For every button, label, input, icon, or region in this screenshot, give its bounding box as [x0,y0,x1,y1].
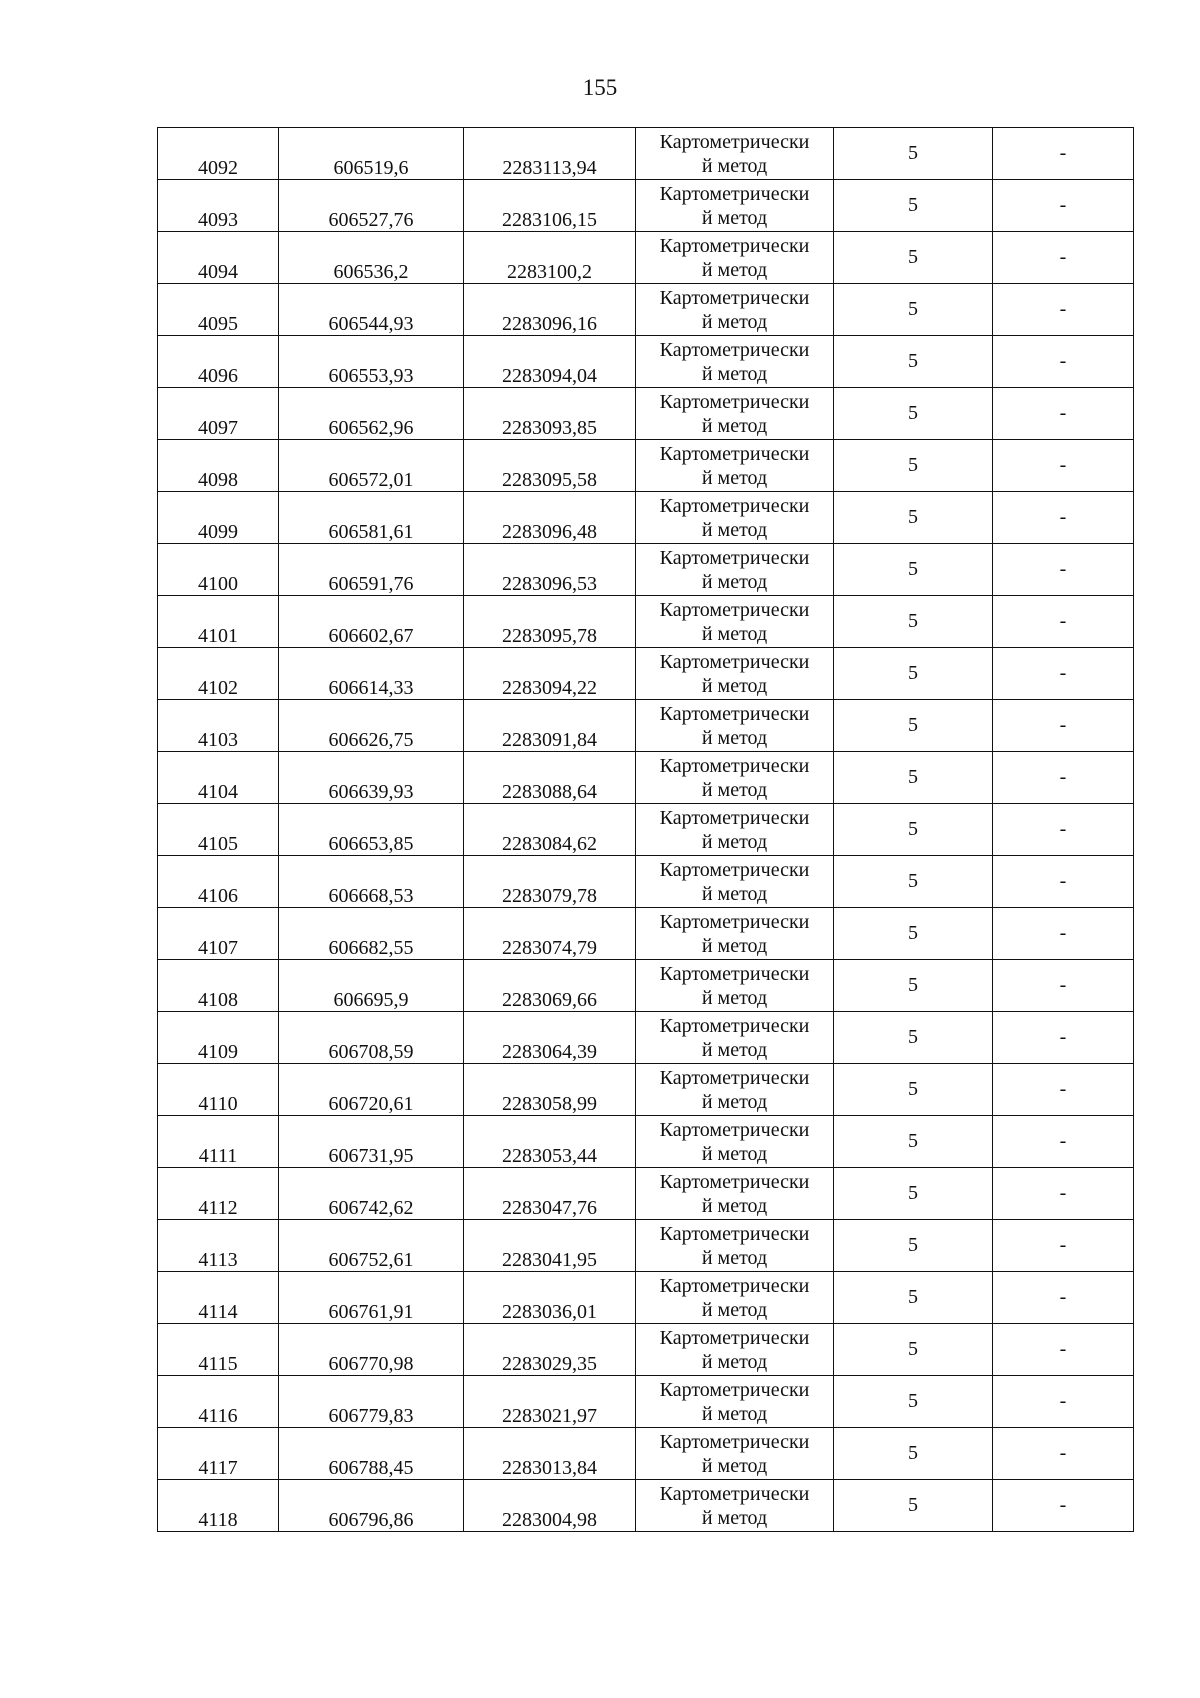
y-coordinate-cell: 2283013,84 [464,1428,636,1480]
table-row [158,700,1134,752]
table-row [158,596,1134,648]
description-cell: - [993,1324,1134,1376]
accuracy-cell: 5 [834,648,993,700]
description-cell: - [993,960,1134,1012]
accuracy-cell: 5 [834,1272,993,1324]
method-line-2: й метод [701,1194,768,1217]
x-coordinate-cell: 606752,61 [279,1220,464,1272]
method-cell [636,908,834,960]
method-line-1: Картометрически [659,494,810,517]
description-cell: - [993,1116,1134,1168]
y-coordinate-cell: 2283088,64 [464,752,636,804]
method-line-2: й метод [701,1142,768,1165]
method-line-2: й метод [701,1454,768,1477]
description-cell: - [993,284,1134,336]
accuracy-cell: 5 [834,1376,993,1428]
y-coordinate-cell: 2283021,97 [464,1376,636,1428]
method-line-1: Картометрически [659,650,810,673]
accuracy-cell: 5 [834,284,993,336]
description-cell: - [993,908,1134,960]
table-row [158,752,1134,804]
table-row [158,648,1134,700]
method-line-1: Картометрически [659,390,810,413]
description-cell: - [993,1064,1134,1116]
y-coordinate-cell: 2283058,99 [464,1064,636,1116]
method-cell [636,1376,834,1428]
x-coordinate-cell: 606553,93 [279,336,464,388]
accuracy-cell: 5 [834,1168,993,1220]
method-line-2: й метод [701,362,768,385]
accuracy-cell: 5 [834,804,993,856]
accuracy-cell: 5 [834,180,993,232]
point-number-cell: 4096 [158,336,279,388]
method-cell [636,648,834,700]
method-cell [636,960,834,1012]
description-cell: - [993,336,1134,388]
x-coordinate-cell: 606770,98 [279,1324,464,1376]
method-line-2: й метод [701,1090,768,1113]
y-coordinate-cell: 2283036,01 [464,1272,636,1324]
point-number-cell: 4098 [158,440,279,492]
description-cell: - [993,388,1134,440]
point-number-cell: 4099 [158,492,279,544]
point-number-cell: 4100 [158,544,279,596]
point-number-cell: 4113 [158,1220,279,1272]
method-line-2: й метод [701,1506,768,1529]
method-cell [636,492,834,544]
x-coordinate-cell: 606731,95 [279,1116,464,1168]
method-cell [636,1272,834,1324]
method-cell [636,1480,834,1532]
method-line-2: й метод [701,1246,768,1269]
method-cell [636,1012,834,1064]
y-coordinate-cell: 2283079,78 [464,856,636,908]
method-line-2: й метод [701,622,768,645]
accuracy-cell: 5 [834,1116,993,1168]
table-row [158,856,1134,908]
y-coordinate-cell: 2283100,2 [464,232,636,284]
x-coordinate-cell: 606779,83 [279,1376,464,1428]
x-coordinate-cell: 606668,53 [279,856,464,908]
method-line-2: й метод [701,1038,768,1061]
x-coordinate-cell: 606626,75 [279,700,464,752]
table-row [158,388,1134,440]
y-coordinate-cell: 2283096,48 [464,492,636,544]
y-coordinate-cell: 2283047,76 [464,1168,636,1220]
x-coordinate-cell: 606614,33 [279,648,464,700]
method-line-1: Картометрически [659,286,810,309]
accuracy-cell: 5 [834,440,993,492]
accuracy-cell: 5 [834,700,993,752]
y-coordinate-cell: 2283069,66 [464,960,636,1012]
method-cell [636,284,834,336]
y-coordinate-cell: 2283106,15 [464,180,636,232]
accuracy-cell: 5 [834,1428,993,1480]
method-line-1: Картометрически [659,858,810,881]
accuracy-cell: 5 [834,752,993,804]
coordinates-table-body [158,128,1134,1532]
coordinates-table [157,127,1134,1532]
method-line-2: й метод [701,1350,768,1373]
method-line-2: й метод [701,934,768,957]
point-number-cell: 4105 [158,804,279,856]
y-coordinate-cell: 2283096,53 [464,544,636,596]
x-coordinate-cell: 606544,93 [279,284,464,336]
method-line-1: Картометрически [659,130,810,153]
accuracy-cell: 5 [834,1480,993,1532]
method-cell [636,1116,834,1168]
accuracy-cell: 5 [834,960,993,1012]
method-line-1: Картометрически [659,598,810,621]
method-cell [636,336,834,388]
table-row [158,1168,1134,1220]
method-line-1: Картометрически [659,962,810,985]
y-coordinate-cell: 2283074,79 [464,908,636,960]
point-number-cell: 4118 [158,1480,279,1532]
method-line-1: Картометрически [659,442,810,465]
description-cell: - [993,700,1134,752]
table-row [158,128,1134,180]
description-cell: - [993,596,1134,648]
accuracy-cell: 5 [834,1012,993,1064]
x-coordinate-cell: 606527,76 [279,180,464,232]
method-cell [636,1220,834,1272]
accuracy-cell: 5 [834,1220,993,1272]
table-row [158,440,1134,492]
method-line-2: й метод [701,778,768,801]
method-line-2: й метод [701,882,768,905]
y-coordinate-cell: 2283053,44 [464,1116,636,1168]
point-number-cell: 4107 [158,908,279,960]
table-row [158,908,1134,960]
point-number-cell: 4093 [158,180,279,232]
table-row [158,1064,1134,1116]
table-row [158,1480,1134,1532]
method-line-2: й метод [701,986,768,1009]
method-line-2: й метод [701,466,768,489]
y-coordinate-cell: 2283091,84 [464,700,636,752]
point-number-cell: 4106 [158,856,279,908]
x-coordinate-cell: 606591,76 [279,544,464,596]
description-cell: - [993,1480,1134,1532]
y-coordinate-cell: 2283029,35 [464,1324,636,1376]
method-line-2: й метод [701,518,768,541]
x-coordinate-cell: 606708,59 [279,1012,464,1064]
accuracy-cell: 5 [834,388,993,440]
method-cell [636,440,834,492]
accuracy-cell: 5 [834,128,993,180]
point-number-cell: 4094 [158,232,279,284]
table-row [158,960,1134,1012]
method-cell [636,544,834,596]
table-row [158,1012,1134,1064]
method-line-1: Картометрически [659,702,810,725]
y-coordinate-cell: 2283093,85 [464,388,636,440]
table-row [158,284,1134,336]
y-coordinate-cell: 2283004,98 [464,1480,636,1532]
accuracy-cell: 5 [834,1064,993,1116]
x-coordinate-cell: 606742,62 [279,1168,464,1220]
table-row [158,232,1134,284]
method-line-2: й метод [701,1402,768,1425]
point-number-cell: 4095 [158,284,279,336]
point-number-cell: 4111 [158,1116,279,1168]
table-row [158,1116,1134,1168]
method-line-2: й метод [701,206,768,229]
accuracy-cell: 5 [834,232,993,284]
x-coordinate-cell: 606519,6 [279,128,464,180]
method-line-1: Картометрически [659,234,810,257]
x-coordinate-cell: 606682,55 [279,908,464,960]
method-cell [636,128,834,180]
point-number-cell: 4117 [158,1428,279,1480]
method-cell [636,596,834,648]
method-line-1: Картометрически [659,1014,810,1037]
point-number-cell: 4101 [158,596,279,648]
method-line-2: й метод [701,258,768,281]
description-cell: - [993,752,1134,804]
description-cell: - [993,232,1134,284]
accuracy-cell: 5 [834,596,993,648]
accuracy-cell: 5 [834,856,993,908]
description-cell: - [993,544,1134,596]
y-coordinate-cell: 2283041,95 [464,1220,636,1272]
method-line-2: й метод [701,154,768,177]
method-line-1: Картометрически [659,182,810,205]
method-line-1: Картометрически [659,910,810,933]
table-row [158,336,1134,388]
x-coordinate-cell: 606788,45 [279,1428,464,1480]
point-number-cell: 4102 [158,648,279,700]
point-number-cell: 4116 [158,1376,279,1428]
method-line-2: й метод [701,414,768,437]
description-cell: - [993,856,1134,908]
x-coordinate-cell: 606653,85 [279,804,464,856]
method-cell [636,804,834,856]
method-cell [636,700,834,752]
method-line-1: Картометрически [659,1326,810,1349]
method-cell [636,180,834,232]
method-line-1: Картометрически [659,1170,810,1193]
point-number-cell: 4112 [158,1168,279,1220]
method-line-1: Картометрически [659,546,810,569]
method-line-1: Картометрически [659,1378,810,1401]
description-cell: - [993,180,1134,232]
description-cell: - [993,440,1134,492]
point-number-cell: 4109 [158,1012,279,1064]
table-row [158,1428,1134,1480]
description-cell: - [993,1220,1134,1272]
description-cell: - [993,1012,1134,1064]
method-cell [636,1324,834,1376]
description-cell: - [993,1428,1134,1480]
method-cell [636,1064,834,1116]
point-number-cell: 4104 [158,752,279,804]
method-line-2: й метод [701,726,768,749]
point-number-cell: 4115 [158,1324,279,1376]
point-number-cell: 4103 [158,700,279,752]
point-number-cell: 4114 [158,1272,279,1324]
x-coordinate-cell: 606639,93 [279,752,464,804]
description-cell: - [993,492,1134,544]
x-coordinate-cell: 606572,01 [279,440,464,492]
y-coordinate-cell: 2283095,58 [464,440,636,492]
x-coordinate-cell: 606796,86 [279,1480,464,1532]
method-line-1: Картометрически [659,806,810,829]
y-coordinate-cell: 2283064,39 [464,1012,636,1064]
method-line-2: й метод [701,1298,768,1321]
page-number: 155 [582,75,618,100]
accuracy-cell: 5 [834,908,993,960]
method-line-1: Картометрически [659,1066,810,1089]
y-coordinate-cell: 2283094,22 [464,648,636,700]
description-cell: - [993,1168,1134,1220]
x-coordinate-cell: 606581,61 [279,492,464,544]
table-row [158,1324,1134,1376]
point-number-cell: 4092 [158,128,279,180]
y-coordinate-cell: 2283094,04 [464,336,636,388]
method-line-2: й метод [701,830,768,853]
point-number-cell: 4097 [158,388,279,440]
method-cell [636,1428,834,1480]
method-line-1: Картометрически [659,754,810,777]
method-cell [636,752,834,804]
accuracy-cell: 5 [834,492,993,544]
method-line-1: Картометрически [659,1274,810,1297]
description-cell: - [993,804,1134,856]
table-row [158,492,1134,544]
table-row [158,804,1134,856]
method-line-1: Картометрически [659,1482,810,1505]
table-row [158,1272,1134,1324]
x-coordinate-cell: 606720,61 [279,1064,464,1116]
method-cell [636,232,834,284]
method-line-1: Картометрически [659,338,810,361]
method-line-2: й метод [701,310,768,333]
description-cell: - [993,1272,1134,1324]
accuracy-cell: 5 [834,336,993,388]
y-coordinate-cell: 2283095,78 [464,596,636,648]
x-coordinate-cell: 606695,9 [279,960,464,1012]
method-line-1: Картометрически [659,1430,810,1453]
x-coordinate-cell: 606536,2 [279,232,464,284]
point-number-cell: 4108 [158,960,279,1012]
x-coordinate-cell: 606562,96 [279,388,464,440]
method-cell [636,1168,834,1220]
description-cell: - [993,648,1134,700]
table-row [158,544,1134,596]
x-coordinate-cell: 606602,67 [279,596,464,648]
method-line-2: й метод [701,570,768,593]
accuracy-cell: 5 [834,1324,993,1376]
table-row [158,180,1134,232]
y-coordinate-cell: 2283096,16 [464,284,636,336]
method-line-2: й метод [701,674,768,697]
method-cell [636,856,834,908]
y-coordinate-cell: 2283084,62 [464,804,636,856]
description-cell: - [993,128,1134,180]
method-cell [636,388,834,440]
x-coordinate-cell: 606761,91 [279,1272,464,1324]
y-coordinate-cell: 2283113,94 [464,128,636,180]
accuracy-cell: 5 [834,544,993,596]
table-row [158,1220,1134,1272]
point-number-cell: 4110 [158,1064,279,1116]
method-line-1: Картометрически [659,1222,810,1245]
method-line-1: Картометрически [659,1118,810,1141]
description-cell: - [993,1376,1134,1428]
table-row [158,1376,1134,1428]
